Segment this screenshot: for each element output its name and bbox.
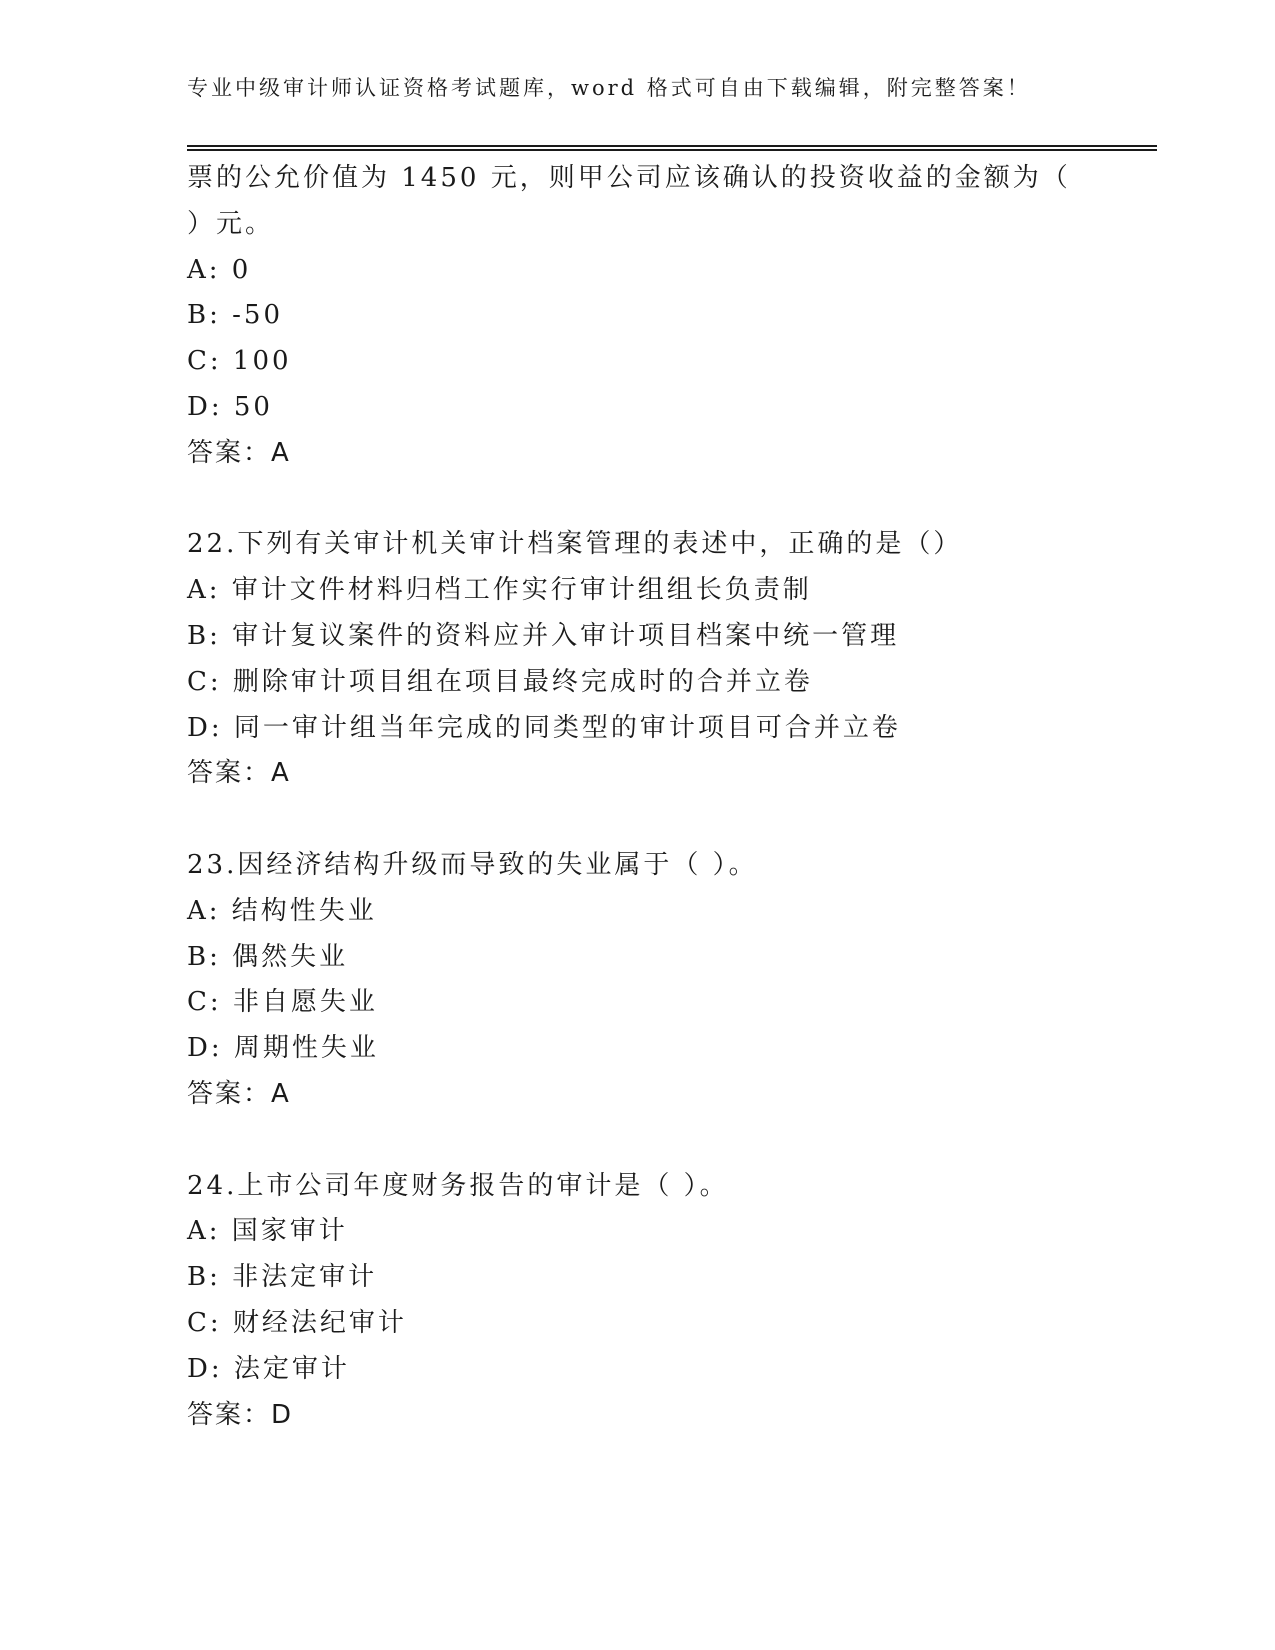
- option-d: D: 同一审计组当年完成的同类型的审计项目可合并立卷: [187, 712, 901, 743]
- option-d: D: 50: [187, 391, 273, 422]
- option-a: A: 0: [187, 254, 252, 285]
- document-body: [187, 156, 1157, 1438]
- question-23: [187, 843, 1157, 1118]
- option-d: D: 法定审计: [187, 1353, 350, 1384]
- spacer: [187, 797, 1157, 843]
- spacer: [187, 477, 1157, 523]
- page-header: 专业中级审计师认证资格考试题库，word 格式可自由下载编辑，附完整答案！: [187, 76, 1031, 100]
- question-24: [187, 1164, 1157, 1439]
- option-c: C: 非自愿失业: [187, 987, 378, 1018]
- option-b: B: 非法定审计: [187, 1262, 378, 1293]
- question-stem-line: 票的公允价值为 1450 元，则甲公司应该确认的投资收益的金额为（: [187, 163, 1071, 193]
- option-a: A: 国家审计: [187, 1216, 348, 1247]
- option-d: D: 周期性失业: [187, 1033, 379, 1064]
- option-a: A: 审计文件材料归档工作实行审计组组长负责制: [187, 575, 812, 606]
- question-21-continued: [187, 156, 1157, 477]
- question-stem: 24.上市公司年度财务报告的审计是（ ）。: [187, 1170, 729, 1201]
- question-stem: 23.因经济结构升级而导致的失业属于（ ）。: [187, 849, 758, 880]
- answer-line: 答案：A: [187, 437, 291, 468]
- question-22: [187, 522, 1157, 797]
- question-stem-line: ）元。: [187, 208, 275, 239]
- option-c: C: 100: [187, 346, 292, 377]
- answer-line: 答案：A: [187, 758, 291, 789]
- option-c: C: 财经法纪审计: [187, 1307, 407, 1338]
- header-divider: [187, 145, 1157, 151]
- option-c: C: 删除审计项目组在项目最终完成时的合并立卷: [187, 666, 813, 697]
- answer-line: 答案：D: [187, 1399, 294, 1430]
- option-b: B: 审计复议案件的资料应并入审计项目档案中统一管理: [187, 620, 900, 651]
- option-b: B: 偶然失业: [187, 941, 349, 972]
- question-stem: 22.下列有关审计机关审计档案管理的表述中，正确的是（）: [187, 529, 963, 560]
- answer-line: 答案：A: [187, 1078, 291, 1109]
- spacer: [187, 1118, 1157, 1164]
- option-a: A: 结构性失业: [187, 895, 377, 926]
- option-b: B: -50: [187, 300, 283, 331]
